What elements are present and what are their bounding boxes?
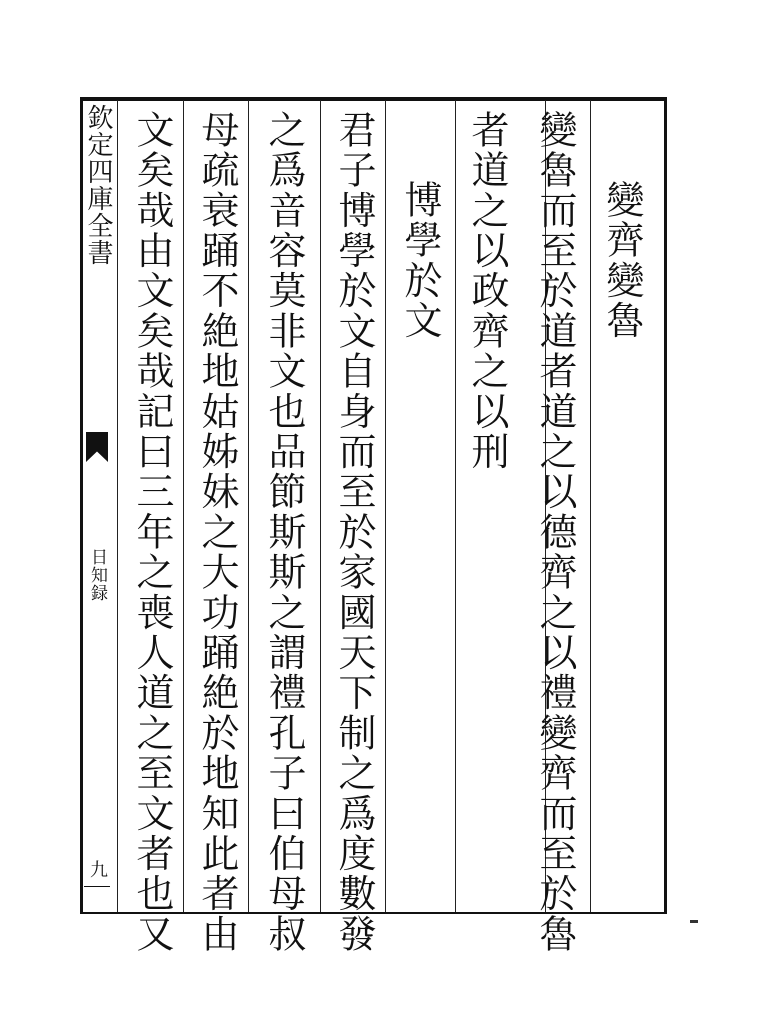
text-column-7: 文矣哉由文矣哉記曰三年之喪人道之至文者也又 [130,110,174,955]
edge-mark [690,920,698,923]
section-heading-bian-qi: 變齊變魯 [600,180,644,341]
column-rule [590,100,591,912]
book-title: 日知録 [87,548,107,602]
text-column-2: 者道之以政齊之以刑 [465,110,509,472]
frame-right-border [664,97,667,914]
text-column-1: 變魯而至於道者道之以德齊之以禮變齊而至於魯 [533,110,577,955]
column-rule [183,100,184,912]
section-heading-bo-xue: 博學於文 [398,180,442,341]
column-rule [320,100,321,912]
collection-title: 欽定四庫全書 [83,104,113,266]
page-number-underline [84,886,110,887]
column-rule [117,100,118,912]
column-rule [248,100,249,912]
frame-top-border [80,97,666,101]
column-rule [455,100,456,912]
margin-column [84,100,112,912]
text-column-4: 君子博學於文自身而至於家國天下制之爲度數發 [332,110,376,955]
fishtail-mark [86,432,108,462]
page-number: 九 [87,860,108,878]
text-column-6: 母疏衰踊不絶地姑姊妹之大功踊絶於地知此者由 [195,110,239,955]
text-column-5: 之爲音容莫非文也品節斯斯之謂禮孔子曰伯母叔 [262,110,306,955]
column-rule [385,100,386,912]
